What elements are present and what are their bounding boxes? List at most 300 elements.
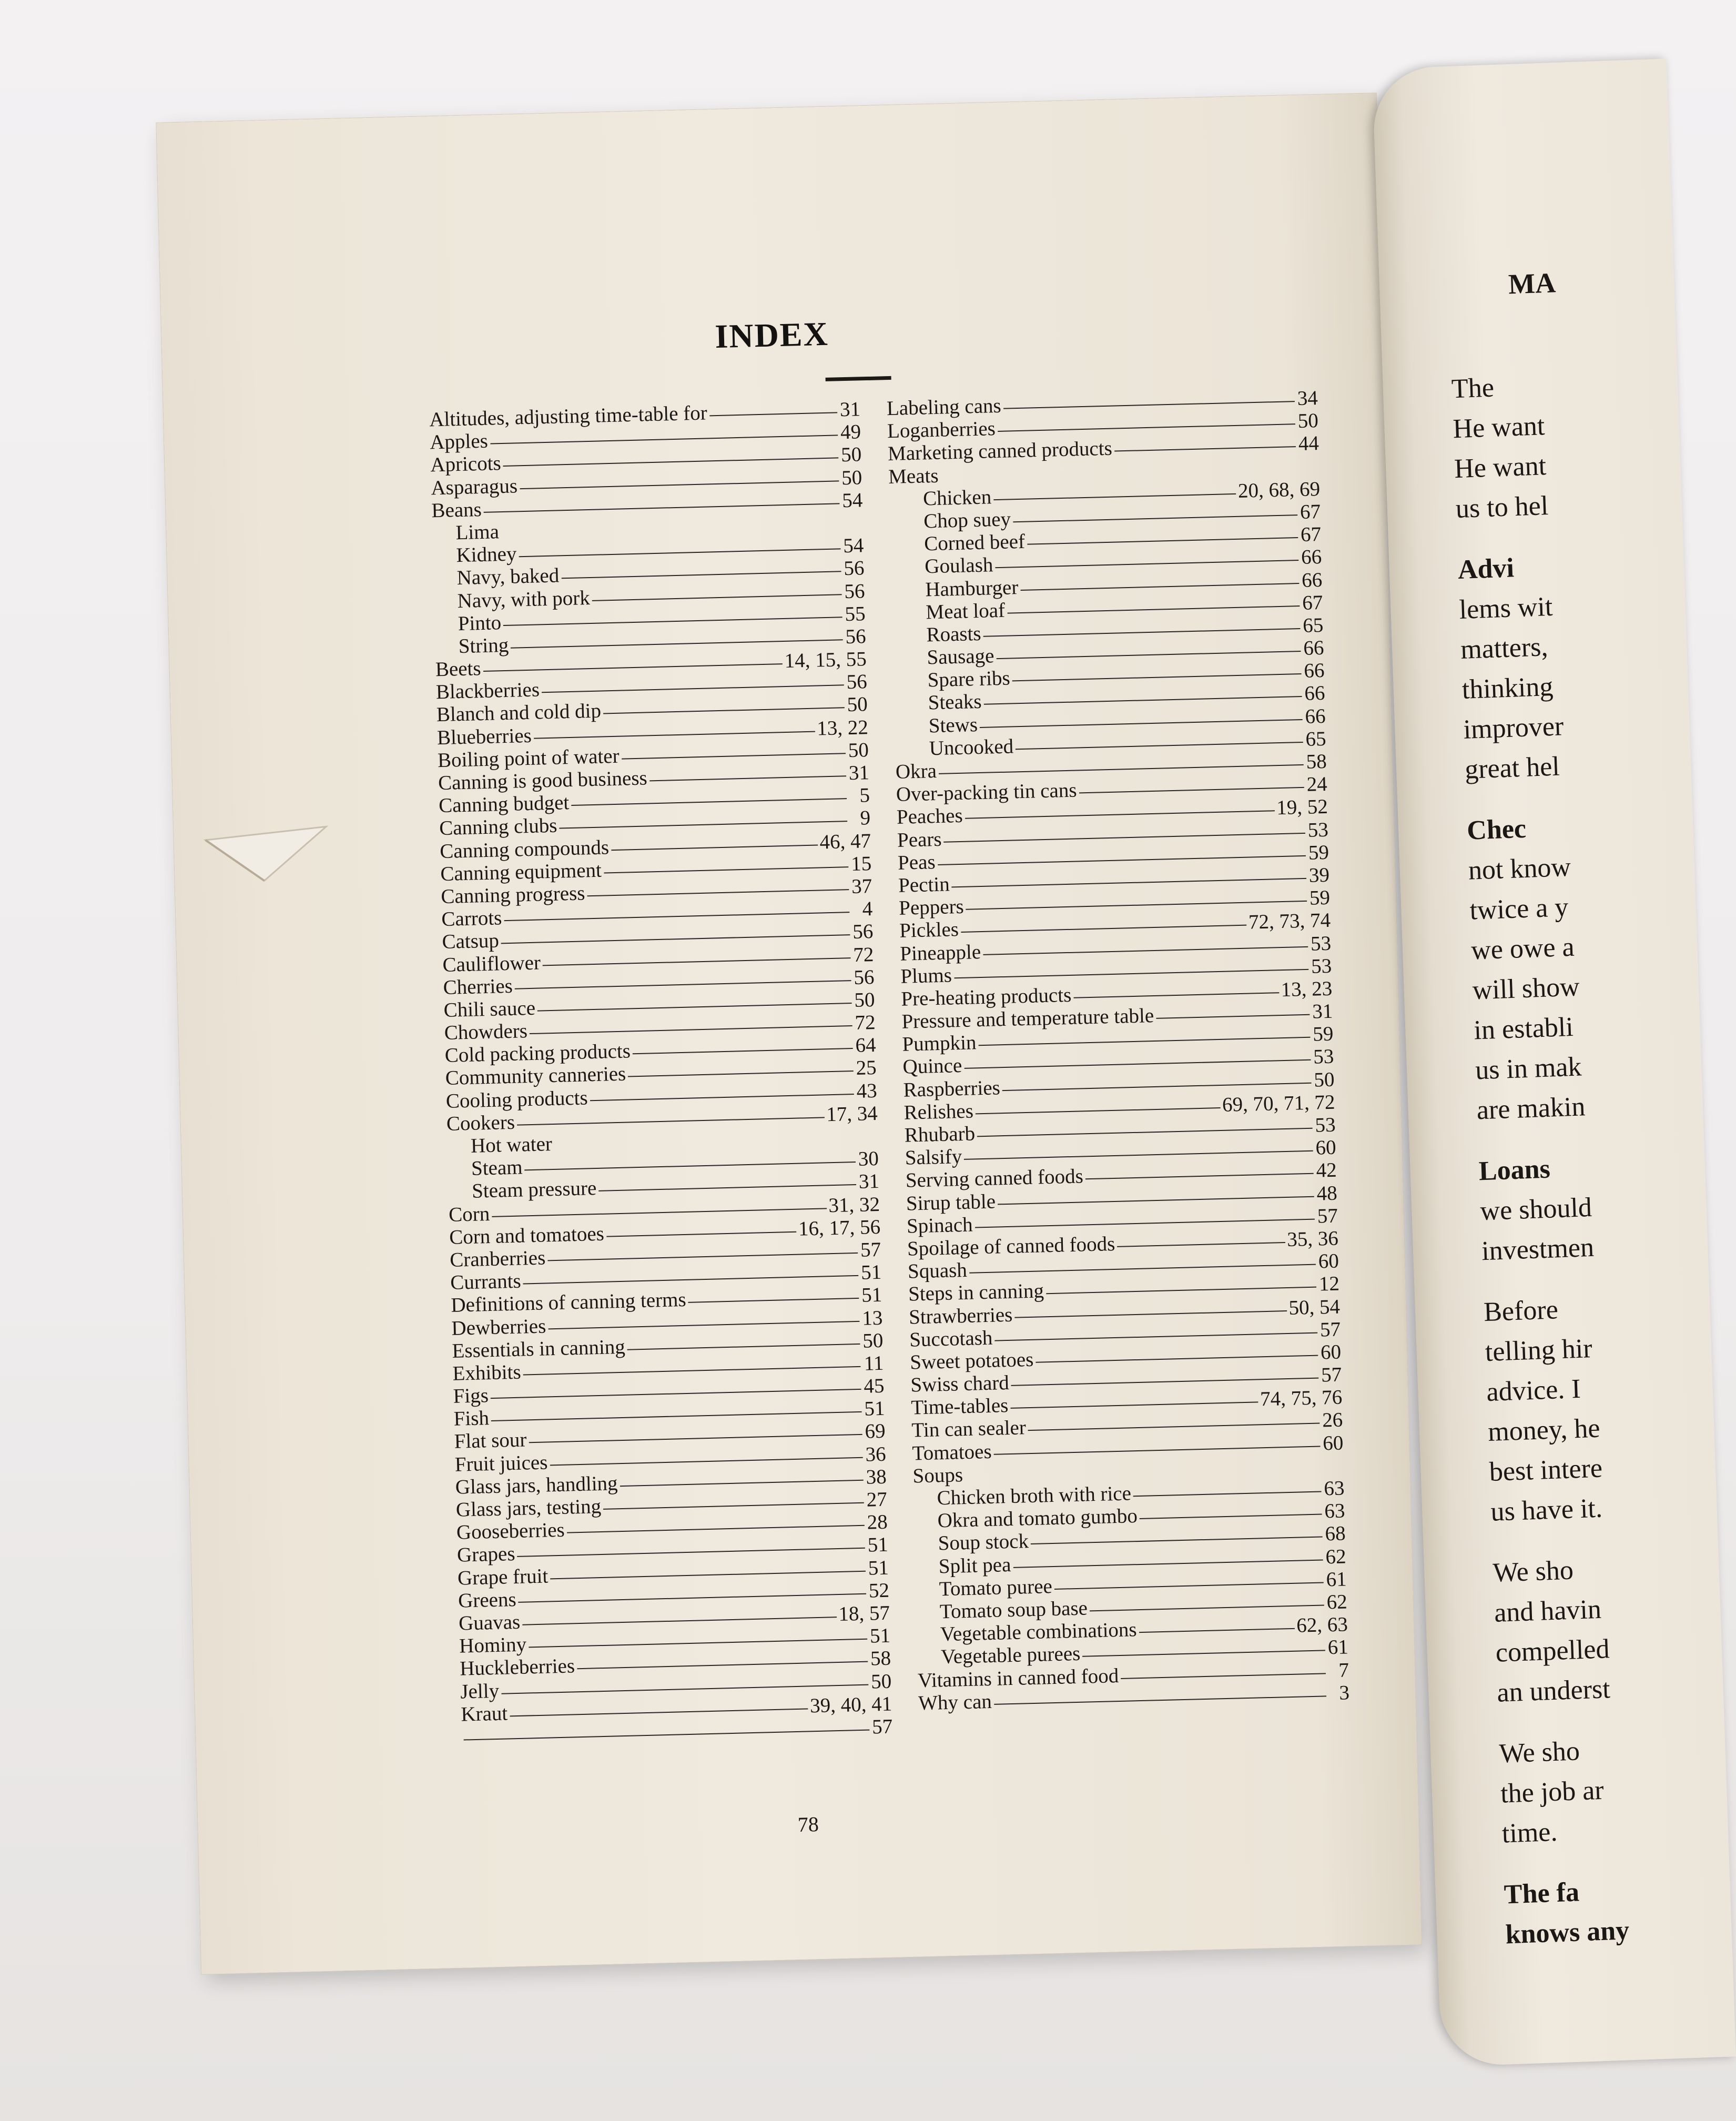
dot-leader: [560, 821, 848, 829]
index-term: Jelly: [460, 1679, 500, 1703]
page-title: INDEX: [714, 315, 829, 356]
index-term: Navy, baked: [456, 564, 560, 590]
index-term: Corn: [448, 1202, 490, 1226]
index-term: Chicken broth with rice: [937, 1482, 1132, 1510]
index-term: Steaks: [928, 690, 982, 714]
index-column-left: [429, 398, 893, 1748]
index-page-numbers: 20, 68, 69: [1237, 477, 1321, 502]
dot-leader: [523, 1275, 859, 1285]
dot-leader: [969, 1264, 1316, 1274]
index-term: Time-tables: [910, 1394, 1009, 1419]
dot-leader: [492, 1208, 826, 1217]
dot-leader: [529, 1434, 862, 1443]
dot-leader: [567, 1525, 865, 1533]
index-page-numbers: 38: [866, 1465, 887, 1489]
index-term: Beans: [431, 498, 482, 522]
index-term: Meats: [888, 464, 939, 488]
index-term: Succotash: [909, 1326, 993, 1351]
dot-leader: [1079, 787, 1304, 793]
index-page-numbers: 35, 36: [1286, 1227, 1339, 1251]
index-page-numbers: 59: [1308, 841, 1329, 864]
facing-text-line: The fa: [1503, 1877, 1580, 1910]
dot-leader: [961, 925, 1246, 933]
index-term: Kraut: [460, 1702, 508, 1726]
dot-leader: [1027, 537, 1298, 545]
dot-leader: [537, 1003, 851, 1012]
dot-leader: [649, 775, 846, 781]
dot-leader: [998, 423, 1295, 432]
facing-text-line: thinking: [1461, 671, 1554, 705]
index-page-numbers: 31: [839, 398, 861, 421]
dot-leader: [1082, 1650, 1325, 1657]
dot-leader: [1003, 401, 1295, 409]
dot-leader: [611, 844, 818, 851]
index-term: Currants: [450, 1269, 522, 1294]
index-term: Cauliflower: [442, 951, 541, 976]
dot-leader: [995, 560, 1298, 568]
dot-leader: [483, 663, 783, 672]
index-page-numbers: 53: [1315, 1113, 1336, 1137]
dot-leader: [1139, 1628, 1295, 1633]
index-page-numbers: 67: [1302, 591, 1323, 614]
dot-leader: [1011, 1378, 1318, 1386]
dot-leader: [633, 1048, 853, 1054]
index-term: Vitamins in canned food: [917, 1664, 1119, 1692]
index-page-numbers: 54: [841, 489, 863, 512]
facing-text-line: Before: [1483, 1295, 1559, 1328]
facing-text-line: improver: [1463, 711, 1565, 745]
dot-leader: [1031, 1537, 1323, 1545]
dot-leader: [996, 651, 1301, 659]
facing-text-line: telling hir: [1484, 1334, 1593, 1368]
index-page-numbers: 51: [869, 1624, 891, 1648]
index-page-numbers: 19, 52: [1276, 795, 1328, 820]
index-page-numbers: 65: [1305, 727, 1327, 751]
index-page-numbers: 69: [865, 1420, 886, 1443]
facing-text-line: in establi: [1473, 1012, 1574, 1046]
index-term: Soup stock: [938, 1530, 1029, 1555]
dot-leader: [984, 696, 1302, 705]
index-page-numbers: 50: [854, 988, 875, 1012]
facing-text-line: the job ar: [1500, 1775, 1605, 1809]
index-page-numbers: 24: [1306, 773, 1328, 796]
index-page-numbers: 50: [870, 1670, 892, 1693]
index-page-numbers: 58: [870, 1647, 891, 1670]
index-page: [156, 93, 1421, 1974]
dot-leader: [606, 1231, 796, 1237]
dot-leader: [628, 1070, 854, 1077]
index-term: Grapes: [456, 1542, 515, 1567]
index-page-numbers: 27: [866, 1488, 888, 1511]
dot-leader: [1156, 1014, 1309, 1019]
facing-text-line: investmen: [1481, 1232, 1595, 1267]
index-page-numbers: 49: [840, 420, 861, 444]
dot-leader: [994, 1446, 1321, 1455]
index-page-numbers: 51: [868, 1556, 889, 1580]
dot-leader: [964, 1150, 1313, 1160]
index-page-numbers: 37: [851, 874, 872, 898]
index-page-numbers: 61: [1326, 1568, 1347, 1591]
page-number: 78: [797, 1812, 819, 1837]
index-page-numbers: 63: [1324, 1499, 1346, 1523]
index-page-numbers: 64: [855, 1034, 877, 1057]
index-term: Kidney: [456, 542, 517, 567]
index-page-numbers: 48: [1316, 1181, 1338, 1205]
index-term: Goulash: [924, 553, 993, 578]
title-rule: [826, 376, 891, 381]
index-page-numbers: 56: [844, 579, 866, 603]
facing-text-line: are makin: [1476, 1092, 1586, 1126]
index-page-numbers: 15: [850, 852, 872, 875]
dot-leader: [688, 1298, 859, 1303]
index-term: Cherries: [443, 974, 513, 999]
facing-text-line: He want: [1452, 411, 1546, 445]
dog-ear-fold-icon: [205, 821, 328, 887]
index-term: Peas: [897, 850, 936, 874]
index-term: Chili sauce: [443, 996, 536, 1022]
facing-text-line: us have it.: [1490, 1493, 1603, 1527]
index-column-right: [886, 387, 1349, 1714]
index-page-numbers: 66: [1304, 682, 1326, 705]
index-page-numbers: 57: [1319, 1318, 1341, 1341]
dot-leader: [534, 731, 815, 739]
dot-leader: [542, 684, 844, 693]
index-term: Meat loaf: [925, 599, 1006, 624]
dot-leader: [976, 1107, 1220, 1114]
index-page-numbers: 54: [842, 534, 864, 558]
dot-leader: [1090, 1604, 1324, 1611]
index-page-numbers: 42: [1316, 1159, 1337, 1182]
index-page-numbers: 56: [852, 920, 874, 944]
index-page-numbers: 50: [840, 443, 862, 467]
index-term: Catsup: [442, 929, 500, 954]
dot-leader: [620, 1480, 864, 1487]
index-page-numbers: 52: [868, 1579, 890, 1602]
index-term: Navy, with pork: [457, 586, 591, 612]
index-term: Canning budget: [438, 791, 570, 817]
index-page-numbers: 25: [856, 1056, 877, 1080]
index-page-numbers: 57: [860, 1238, 881, 1261]
dot-leader: [515, 980, 851, 989]
index-page-numbers: 11: [864, 1351, 884, 1375]
index-term: Apples: [429, 429, 489, 454]
index-term: Pears: [897, 827, 942, 852]
index-page-numbers: 51: [867, 1533, 889, 1557]
index-page-numbers: 7: [1338, 1658, 1349, 1682]
dot-leader: [994, 1332, 1317, 1341]
index-term: Flat sour: [454, 1428, 527, 1453]
index-term: Huckleberries: [459, 1654, 575, 1680]
index-term: Vegetable purees: [940, 1642, 1081, 1669]
index-term: Spare ribs: [927, 666, 1011, 692]
facing-text-line: The: [1451, 372, 1495, 405]
index-page-numbers: 26: [1322, 1408, 1343, 1432]
index-term: Marketing canned products: [887, 437, 1113, 466]
index-page-numbers: 44: [1298, 432, 1319, 456]
dot-leader: [550, 1457, 862, 1466]
index-page-numbers: 39: [1308, 863, 1330, 887]
index-term: Blackberries: [435, 678, 540, 704]
index-page-numbers: 50: [848, 738, 869, 762]
index-term: Glass jars, handling: [455, 1472, 618, 1499]
index-page-numbers: 31, 32: [828, 1193, 880, 1217]
index-page-numbers: 18, 57: [838, 1601, 890, 1625]
index-term: Definitions of canning terms: [450, 1288, 687, 1317]
index-page-numbers: 50: [1313, 1068, 1335, 1092]
index-term: Quince: [902, 1054, 962, 1079]
index-term: Hot water: [470, 1133, 553, 1157]
index-page-numbers: 66: [1303, 659, 1325, 683]
index-term: Pinto: [458, 611, 502, 635]
dot-leader: [939, 764, 1304, 774]
index-page-numbers: 45: [863, 1374, 885, 1398]
dot-leader: [1035, 1355, 1318, 1362]
index-term: Lima: [455, 520, 500, 544]
index-page-numbers: 43: [856, 1079, 878, 1103]
dot-leader: [1133, 1491, 1322, 1497]
facing-text-line: twice a y: [1469, 892, 1569, 926]
index-term: Serving canned foods: [905, 1165, 1084, 1193]
index-term: Blanch and cold dip: [436, 699, 602, 726]
dot-leader: [979, 1037, 1311, 1046]
dot-leader: [603, 708, 845, 714]
index-page-numbers: 13: [861, 1306, 883, 1330]
dot-leader: [966, 901, 1307, 910]
dot-leader: [517, 1548, 865, 1557]
index-term: Split pea: [938, 1553, 1011, 1578]
index-term: Sausage: [927, 644, 994, 669]
index-term: Canning equipment: [440, 858, 602, 885]
index-term: Chowders: [444, 1019, 528, 1045]
facing-text-line: He want: [1454, 451, 1547, 484]
dot-leader: [561, 571, 841, 579]
index-page-numbers: 60: [1320, 1340, 1342, 1364]
index-page-numbers: 74, 75, 76: [1260, 1386, 1343, 1411]
index-term: Gooseberries: [456, 1518, 565, 1544]
dot-leader: [994, 1695, 1326, 1704]
index-term: Soups: [912, 1463, 963, 1488]
dot-leader: [604, 866, 848, 873]
facing-text-line: Loans: [1478, 1154, 1551, 1187]
index-page-numbers: 31: [848, 761, 870, 785]
dot-leader: [510, 1708, 808, 1716]
dot-leader: [983, 946, 1308, 955]
index-page-numbers: 28: [867, 1510, 888, 1534]
index-page-numbers: 34: [1297, 387, 1318, 410]
index-page-numbers: 46, 47: [819, 829, 871, 854]
index-term: Glass jars, testing: [455, 1494, 602, 1521]
index-term: Cooling products: [445, 1086, 588, 1113]
index-page-numbers: 61: [1327, 1635, 1349, 1659]
index-term: Okra and tomato gumbo: [937, 1504, 1138, 1532]
dot-leader: [491, 1411, 862, 1421]
dot-leader: [965, 811, 1275, 819]
dot-leader: [627, 1344, 860, 1350]
index-page-numbers: 66: [1305, 704, 1326, 728]
index-term: Pickles: [899, 918, 959, 943]
index-term: Pre-heating products: [900, 983, 1072, 1011]
dot-leader: [587, 889, 849, 896]
index-term: Chop suey: [923, 508, 1011, 533]
index-page-numbers: 5: [859, 784, 870, 807]
dot-leader: [1121, 1673, 1326, 1679]
dot-leader: [520, 480, 839, 489]
index-page-numbers: 50: [847, 693, 868, 716]
index-term: Greens: [458, 1588, 517, 1612]
facing-text-line: and havin: [1494, 1594, 1602, 1628]
index-term: Plums: [900, 964, 952, 988]
dot-leader: [1046, 1287, 1316, 1295]
index-term: Grape fruit: [457, 1564, 549, 1590]
index-page-numbers: 50, 54: [1288, 1295, 1341, 1319]
index-term: Loganberries: [887, 417, 996, 443]
facing-text-line: us in mak: [1475, 1052, 1582, 1086]
index-page-numbers: 13, 23: [1281, 977, 1333, 1001]
index-page-numbers: 51: [861, 1284, 882, 1307]
index-term: Beets: [435, 657, 482, 681]
facing-page-text: [1447, 262, 1630, 1955]
dot-leader: [964, 1059, 1311, 1069]
dot-leader: [550, 1570, 866, 1579]
dot-leader: [944, 832, 1305, 842]
index-page-numbers: 50: [1297, 409, 1319, 433]
facing-text-line: best intere: [1488, 1453, 1603, 1487]
index-term: Relishes: [903, 1099, 974, 1124]
index-page-numbers: 56: [843, 557, 865, 580]
index-term: Carrots: [441, 906, 502, 931]
index-term: Exhibits: [452, 1360, 522, 1385]
index-page-numbers: 56: [845, 625, 867, 649]
dot-leader: [592, 594, 842, 601]
index-page-numbers: 72: [852, 943, 874, 966]
index-page-numbers: 62: [1326, 1590, 1348, 1614]
facing-text-line: not know: [1467, 852, 1571, 886]
index-term: Asparagus: [430, 474, 518, 499]
index-page-numbers: 59: [1309, 886, 1331, 910]
dot-leader: [983, 628, 1301, 637]
index-term: Dewberries: [451, 1314, 546, 1340]
dot-leader: [577, 1661, 868, 1670]
facing-text-line: great hel: [1464, 751, 1560, 785]
dot-leader: [1012, 673, 1302, 681]
index-term: Blueberries: [436, 724, 532, 749]
index-page-numbers: 62, 63: [1296, 1613, 1348, 1637]
index-page-numbers: 60: [1318, 1249, 1339, 1273]
index-page-numbers: 55: [845, 602, 866, 625]
index-term: Roasts: [926, 622, 982, 647]
dot-leader: [571, 798, 847, 806]
index-term: Uncooked: [929, 735, 1014, 760]
index-page-numbers: 69, 70, 71, 72: [1222, 1090, 1336, 1116]
index-page-numbers: 58: [1306, 750, 1327, 773]
index-page-numbers: 16, 17, 56: [798, 1215, 881, 1240]
dot-leader: [954, 969, 1308, 978]
index-page-numbers: 53: [1311, 954, 1332, 978]
index-term: Essentials in canning: [452, 1335, 626, 1362]
index-term: Apricots: [430, 452, 502, 477]
index-term: Corned beef: [923, 530, 1026, 556]
index-term: Labeling cans: [886, 394, 1002, 420]
index-page-numbers: 30: [858, 1147, 879, 1171]
dot-leader: [519, 1593, 866, 1602]
dot-leader: [975, 1218, 1315, 1228]
index-page-numbers: 60: [1315, 1136, 1337, 1159]
index-term: Raspberries: [903, 1076, 1001, 1102]
index-page-numbers: 66: [1301, 568, 1323, 592]
index-term: Strawberries: [908, 1303, 1013, 1329]
index-term: Stews: [928, 713, 978, 737]
dot-leader: [1117, 1242, 1285, 1247]
index-term: Steam: [471, 1156, 523, 1180]
dot-leader: [590, 1094, 854, 1101]
index-term: Guavas: [458, 1610, 521, 1635]
index-page-numbers: 67: [1300, 523, 1322, 547]
facing-text-line: matters,: [1460, 632, 1549, 665]
dot-leader: [464, 1730, 870, 1741]
index-term: Steam pressure: [471, 1177, 597, 1203]
index-page-numbers: 66: [1303, 636, 1324, 660]
index-page-numbers: 51: [860, 1260, 882, 1284]
index-term: Chicken: [922, 486, 992, 510]
index-term: Hamburger: [925, 575, 1019, 601]
index-term: Why can: [918, 1690, 992, 1715]
index-page-numbers: 57: [1317, 1204, 1338, 1228]
index-term: Cranberries: [449, 1246, 546, 1271]
index-page-numbers: 53: [1310, 932, 1332, 955]
dot-leader: [1085, 1173, 1314, 1180]
dot-leader: [517, 1117, 824, 1125]
index-term: Community canneries: [445, 1063, 626, 1090]
index-page-numbers: 60: [1322, 1431, 1344, 1455]
dot-leader: [998, 1196, 1314, 1205]
facing-text-line: will show: [1471, 972, 1580, 1006]
index-term: Sweet potatoes: [909, 1348, 1034, 1374]
dot-leader: [519, 548, 840, 557]
dot-leader: [503, 458, 839, 467]
index-term: Swiss chard: [910, 1371, 1010, 1397]
index-page-numbers: 63: [1323, 1477, 1345, 1500]
index-term: Corn and tomatoes: [449, 1222, 605, 1249]
dot-leader: [1114, 446, 1296, 451]
index-page-numbers: 31: [1312, 999, 1333, 1023]
index-page-numbers: 57: [1321, 1363, 1342, 1387]
dot-leader: [1007, 605, 1300, 614]
dot-leader: [1013, 514, 1297, 522]
dot-leader: [993, 493, 1236, 500]
index-page-numbers: 51: [864, 1397, 885, 1420]
dot-leader: [709, 412, 837, 416]
index-page-numbers: 9: [860, 806, 871, 830]
index-page-numbers: 31: [858, 1170, 880, 1194]
index-page-numbers: 50: [862, 1329, 884, 1352]
dot-leader: [1073, 992, 1279, 998]
dot-leader: [1028, 1423, 1320, 1431]
facing-text-line: We sho: [1498, 1736, 1580, 1769]
dot-leader: [491, 1389, 861, 1399]
dot-leader: [980, 719, 1303, 728]
facing-page: [1372, 59, 1736, 2067]
index-term: Pressure and temperature table: [901, 1004, 1154, 1033]
index-page-numbers: 57: [871, 1715, 893, 1739]
dot-leader: [1140, 1514, 1322, 1519]
index-term: Spinach: [906, 1213, 973, 1238]
facing-text-line: Advi: [1457, 553, 1515, 585]
dot-leader: [490, 435, 838, 445]
index-term: Steps in canning: [908, 1279, 1044, 1306]
index-term: Canning clubs: [439, 814, 557, 840]
index-term: Boiling point of water: [437, 744, 620, 772]
dot-leader: [1002, 1082, 1312, 1090]
